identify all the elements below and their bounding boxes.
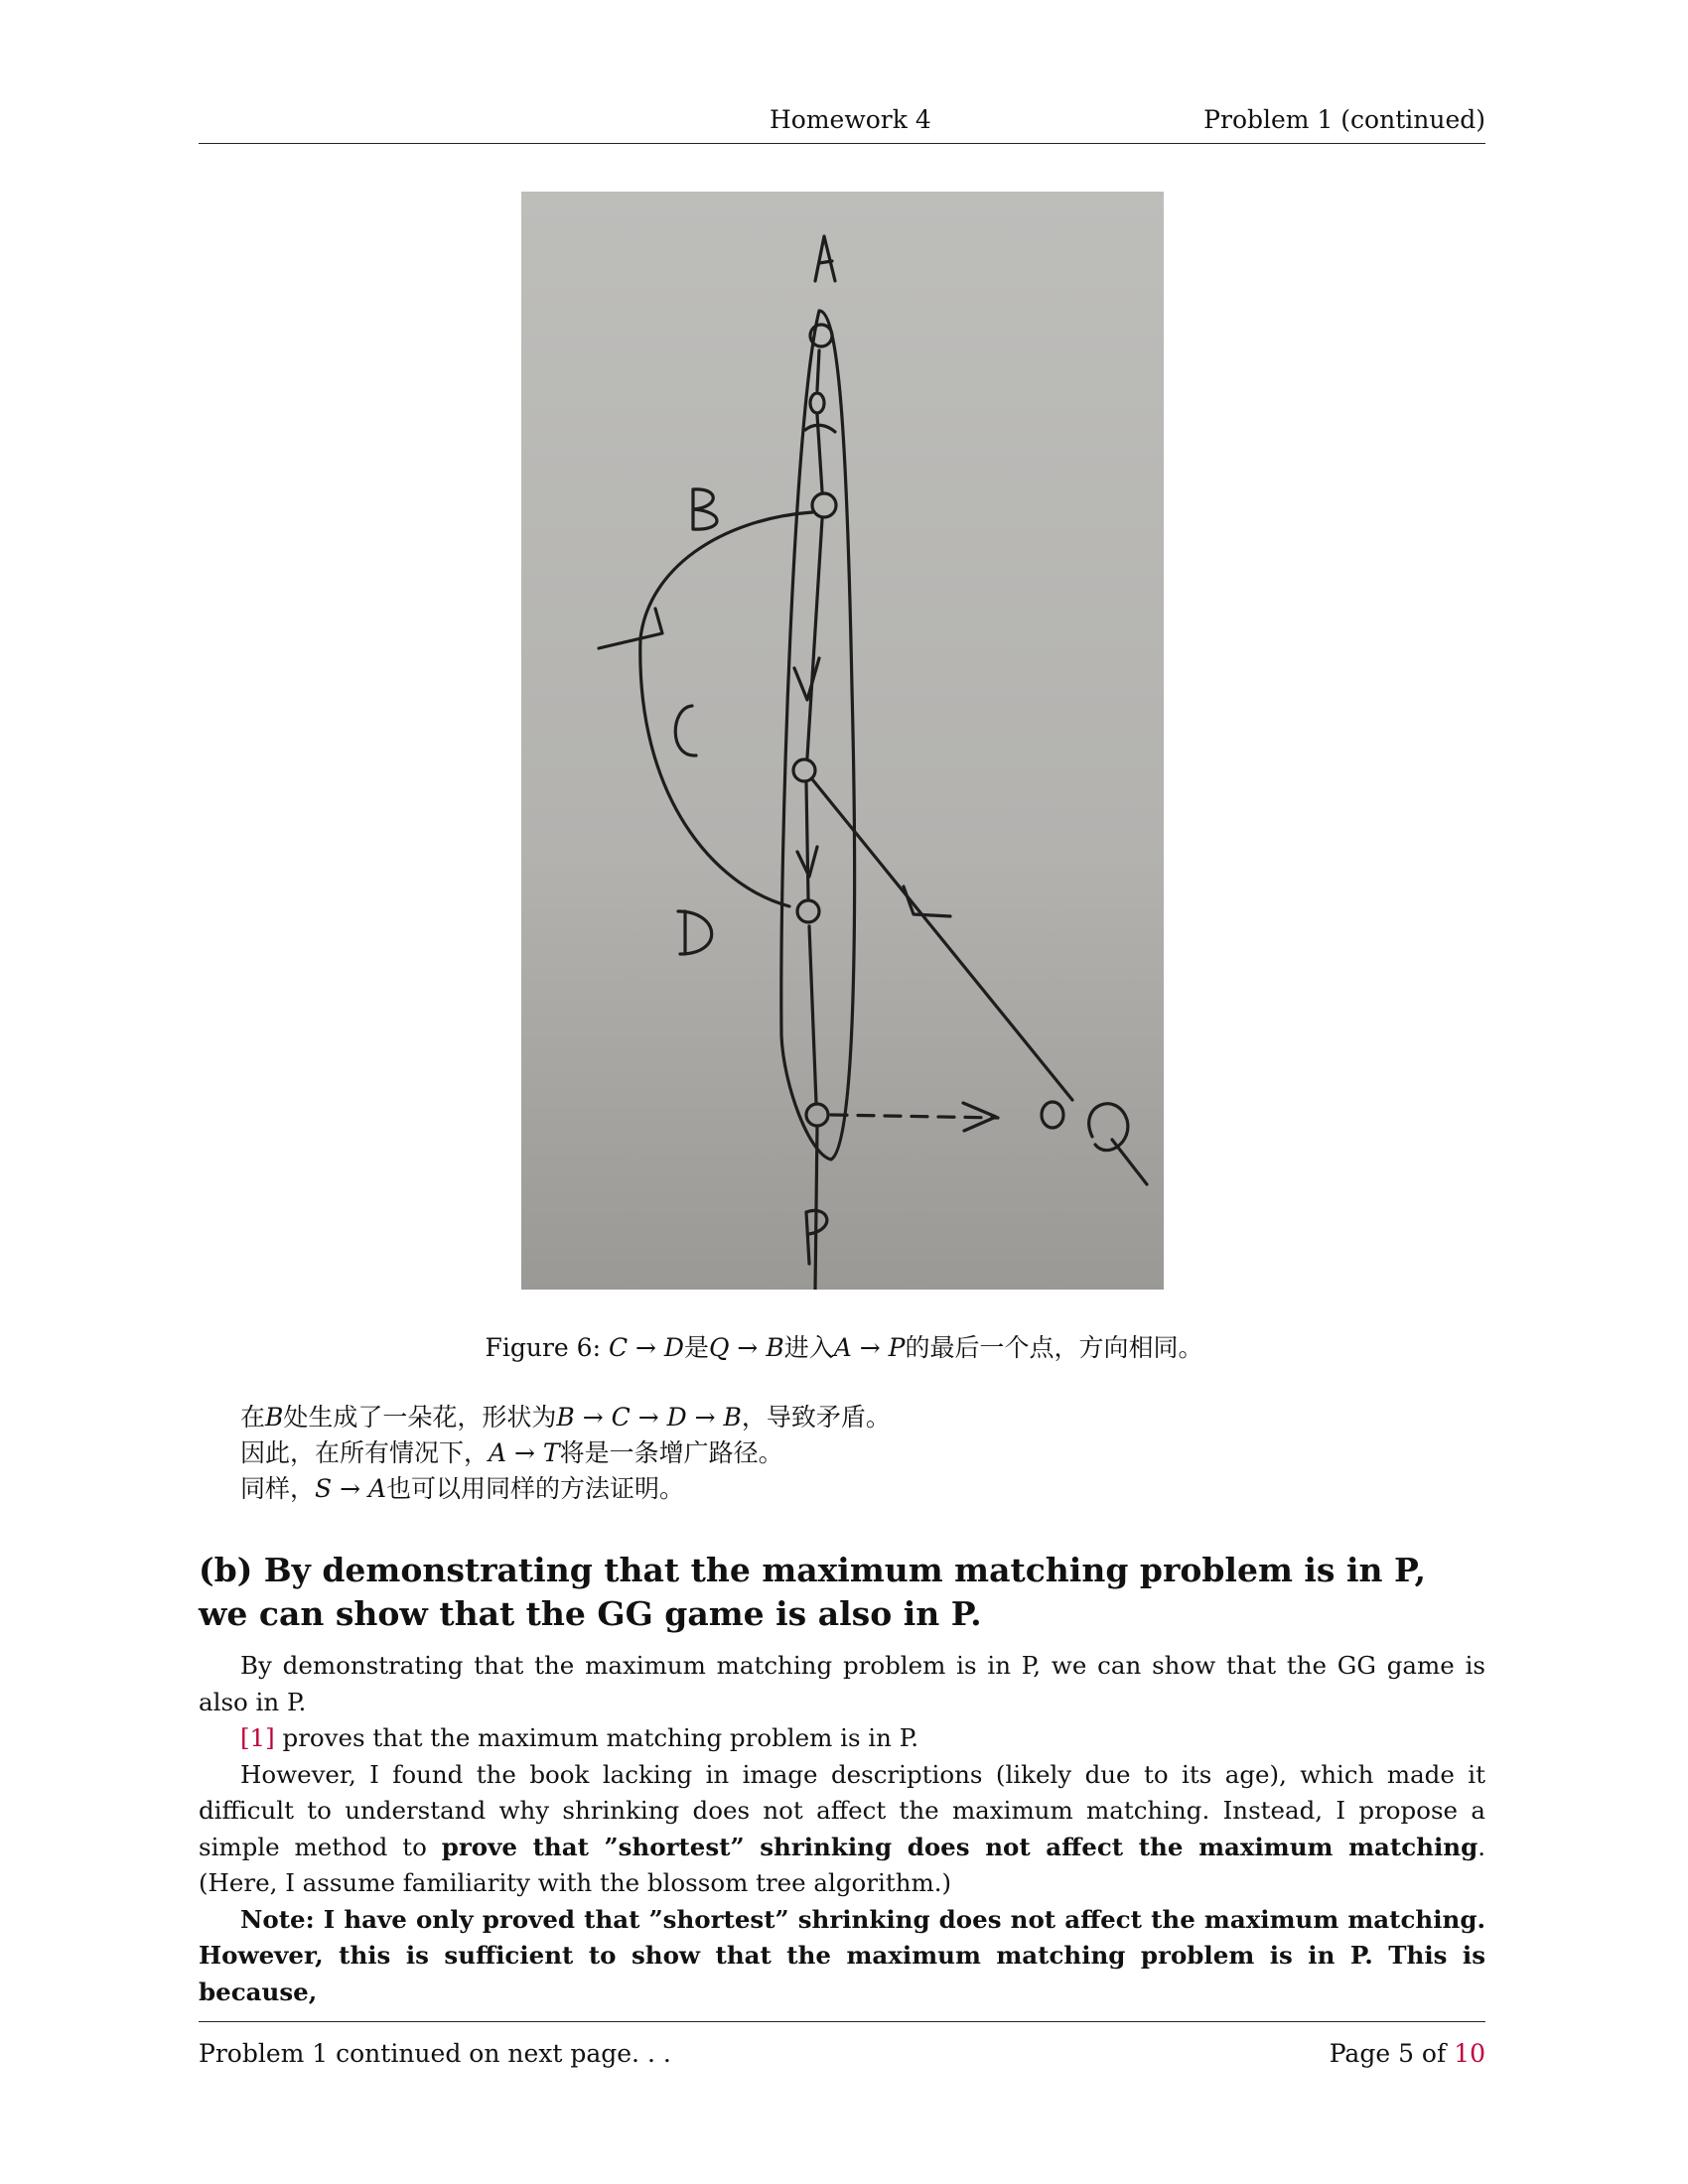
line2-text-b: 将是一条增广路径。 [559, 1438, 783, 1467]
chinese-line-1 [240, 1400, 891, 1435]
line1-text-a: 在 [240, 1403, 266, 1432]
page-header [199, 103, 1485, 144]
hand-drawn-graph [521, 192, 1164, 1290]
footer-page-number [1330, 2039, 1485, 2068]
paragraph-3-text-b: . (Here, I assume familiarity with the blossom tree algorithm.) [199, 1832, 1485, 1897]
paragraph-2-text: proves that the maximum matching problem is in P. [274, 1723, 919, 1752]
line1-math-1: B [265, 1403, 284, 1432]
footer-page-prefix: Page 5 of [1329, 2039, 1455, 2068]
paragraph-1: By demonstrating that the maximum matching problem is in P, we can show that the GG game is also in P. [199, 1651, 1485, 1716]
footer-continued: Problem 1 continued on next page. . . [199, 2039, 671, 2068]
citation-link[interactable]: [1] [240, 1723, 275, 1752]
caption-prefix: Figure 6: [485, 1333, 609, 1362]
header-problem-label: Problem 1 (continued) [1203, 105, 1485, 134]
stem-below-p [815, 1127, 817, 1290]
chinese-line-3 [240, 1471, 891, 1507]
line2-math: A → T [489, 1438, 560, 1467]
line3-text-b: 也可以用同样的方法证明。 [386, 1474, 685, 1503]
line3-math: S → A [315, 1474, 387, 1503]
section-heading: (b) By demonstrating that the maximum matching problem is in P, we can show that the GG game is also in P. [199, 1551, 1427, 1633]
caption-math-3: A → P [833, 1333, 906, 1362]
line1-text-c: ，导致矛盾。 [741, 1403, 891, 1432]
footer-page-total-link[interactable]: 10 [1454, 2039, 1485, 2068]
body-text [199, 1648, 1485, 2010]
caption-text-2: 进入 [783, 1333, 834, 1362]
caption-text-1: 是 [683, 1333, 709, 1362]
paragraph-3 [199, 1757, 1485, 1902]
header-title: Homework 4 [770, 105, 931, 134]
paragraph-3-bold: prove that ”shortest” shrinking does not affect the maximum matching [441, 1832, 1478, 1861]
figure-caption [0, 1328, 1688, 1364]
line3-text-a: 同样， [240, 1474, 316, 1503]
caption-math-2: Q → B [708, 1333, 784, 1362]
line1-math-2: B → C → D → B [556, 1403, 742, 1432]
paragraph-3-text-a: However, I found the book lacking in image descriptions (likely due to its age), which made it difficult to understand why shrinking does not affect the maximum matching. Instead, I propose a simple method to [199, 1759, 1485, 1861]
figure-photo [521, 192, 1164, 1290]
edge-mid-d [806, 783, 808, 898]
line2-text-a: 因此，在所有情况下， [240, 1438, 490, 1467]
line1-text-b: 处生成了一朵花，形状为 [283, 1403, 557, 1432]
caption-text-3: 的最后一个点，方向相同。 [905, 1333, 1203, 1362]
paragraph-4-note: Note: I have only proved that ”shortest” shrinking does not affect the maximum matching. However, this is sufficient to show that the maximum matching problem is in P. This is because, [199, 1904, 1485, 2006]
chinese-line-2 [240, 1435, 891, 1471]
chinese-conclusion [240, 1400, 891, 1507]
page-footer [199, 2021, 1485, 2068]
caption-math-1: C → D [608, 1333, 684, 1362]
paragraph-2 [199, 1720, 1485, 1757]
